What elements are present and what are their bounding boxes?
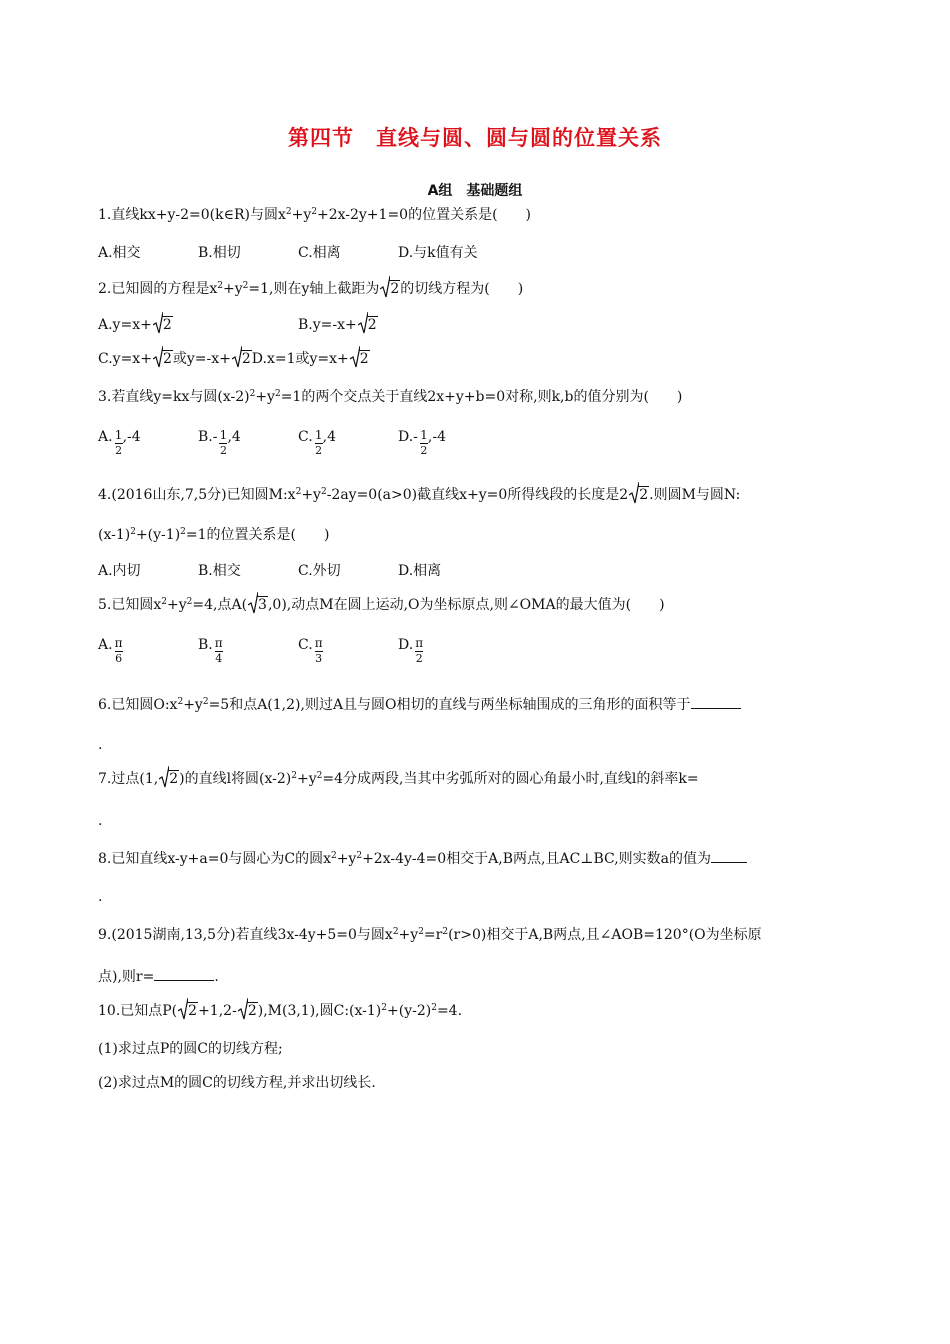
sqrt-symbol: 2 (350, 350, 370, 368)
sqrt-symbol: 2 (232, 350, 252, 368)
sqrt-symbol: 2 (380, 280, 400, 298)
question-4-line-2: $(x-1)^2+(y-1)^2=1$的位置关系是( ) (98, 527, 330, 543)
question-7-end: . (98, 813, 103, 829)
q5-option-c: C. $\frac{\pi}{3}$ (298, 636, 323, 665)
fraction: $\frac{1}{2}$ (114, 428, 123, 457)
q3-option-d: D.- $\frac{1}{2}$ ,-4 (398, 428, 446, 457)
question-6-end: . (98, 737, 103, 753)
question-5-stem: 5.已知圆$x^2+y^2=4$,点A( 3,0),动点M在圆上运动,O为坐标原点,则∠OMA的最大值为( ) (98, 596, 665, 614)
question-8-stem: 8.已知直线x-y+a=0与圆心为C的圆$x^2+y^2+2x-4y-4=0$相交于A,B两点,且AC⊥BC,则实数a的值为 (98, 848, 747, 868)
q5-option-b: B. $\frac{\pi}{4}$ (198, 636, 223, 665)
fraction: $\frac{1}{2}$ (420, 428, 428, 457)
q4-option-a: A.内切 (98, 563, 141, 579)
fraction: $\frac{1}{2}$ (314, 428, 323, 457)
sqrt-symbol: 2 (159, 770, 179, 788)
sqrt-symbol: 2 (153, 350, 173, 368)
fraction: $\frac{1}{2}$ (219, 428, 228, 457)
question-9-line-2: 点),则r= . (98, 966, 219, 986)
q5-option-a: A. $\frac{\pi}{6}$ (98, 636, 123, 665)
question-7-stem: 7.过点(1, 2)的直线l将圆$(x-2)^2+y^2=4$分成两段,当其中劣弧所对的圆心角最小时,直线l的斜率k= (98, 770, 699, 788)
q3-option-a: A. $\frac{1}{2}$ ,-4 (98, 428, 141, 457)
fraction: $\frac{\pi}{4}$ (214, 636, 223, 665)
q1-option-b: B.相切 (198, 245, 241, 261)
question-2-stem: 2.已知圆的方程是$x^2+y^2=1$,则在y轴上截距为 2的切线方程为( ) (98, 280, 523, 298)
sqrt-symbol: 3 (248, 596, 268, 614)
sqrt-symbol: 2 (178, 1002, 198, 1020)
q1-option-c: C.相离 (298, 245, 341, 261)
question-10-part-1: (1)求过点P的圆C的切线方程; (98, 1041, 283, 1057)
fraction: $\frac{\pi}{6}$ (114, 636, 123, 665)
question-3-stem: 3.若直线y=kx与圆$(x-2)^2+y^2=1$的两个交点关于直线2x+y+b=0对称,则k,b的值分别为( ) (98, 389, 683, 405)
q1-option-d: D.与k值有关 (398, 245, 478, 261)
q1-option-a: A.相交 (98, 245, 141, 261)
sqrt-symbol: 2 (153, 316, 173, 334)
answer-blank (154, 966, 214, 981)
sqrt-symbol: 2 (358, 316, 378, 334)
answer-blank (691, 694, 741, 709)
question-6-stem: 6.已知圆$O:x^2+y^2=5$和点A(1,2),则过A且与圆O相切的直线与两坐标轴围成的三角形的面积等于 (98, 694, 741, 714)
answer-blank (711, 848, 747, 863)
question-8-end: . (98, 889, 103, 905)
question-4-stem: 4.(2016山东,7,5分)已知圆$M:x^2+y^2-2ay=0(a>0)$截直线x+y=0所得线段的长度是2 2.则圆M与圆N: (98, 486, 740, 504)
q3-option-c: C. $\frac{1}{2}$ ,4 (298, 428, 337, 457)
page-title: 第四节 直线与圆、圆与圆的位置关系 (288, 126, 662, 150)
question-10-stem: 10.已知点P( 2+1,2- 2),M(3,1),圆$C:(x-1)^2+(y-2)^2=4$. (98, 1002, 462, 1020)
q2-options-c-d: C.y=x+ 2或y=-x+ 2D.x=1或y=x+ 2 (98, 350, 370, 368)
q5-option-d: D. $\frac{\pi}{2}$ (398, 636, 424, 665)
q2-option-a: A.y=x+ 2 (98, 316, 173, 334)
question-9-stem: 9.(2015湖南,13,5分)若直线3x-4y+5=0与圆$x^2+y^2=r^2(r>0)$相交于A,B两点,且∠AOB=120°(O为坐标原 (98, 927, 762, 943)
section-heading: A组 基础题组 (427, 183, 523, 199)
sqrt-symbol: 2 (629, 486, 649, 504)
q4-option-c: C.外切 (298, 563, 341, 579)
question-10-part-2: (2)求过点M的圆C的切线方程,并求出切线长. (98, 1075, 376, 1091)
q4-option-d: D.相离 (398, 563, 442, 579)
sqrt-symbol: 2 (238, 1002, 258, 1020)
fraction: $\frac{\pi}{3}$ (314, 636, 323, 665)
question-1-stem: 1.直线kx+y-2=0(k∈R)与圆$x^2+y^2+2x-2y+1=0$的位置关系是( ) (98, 207, 532, 223)
q3-option-b: B.- $\frac{1}{2}$ ,4 (198, 428, 241, 457)
q4-option-b: B.相交 (198, 563, 241, 579)
q2-option-b: B.y=-x+ 2 (298, 316, 378, 334)
fraction: $\frac{\pi}{2}$ (415, 636, 424, 665)
